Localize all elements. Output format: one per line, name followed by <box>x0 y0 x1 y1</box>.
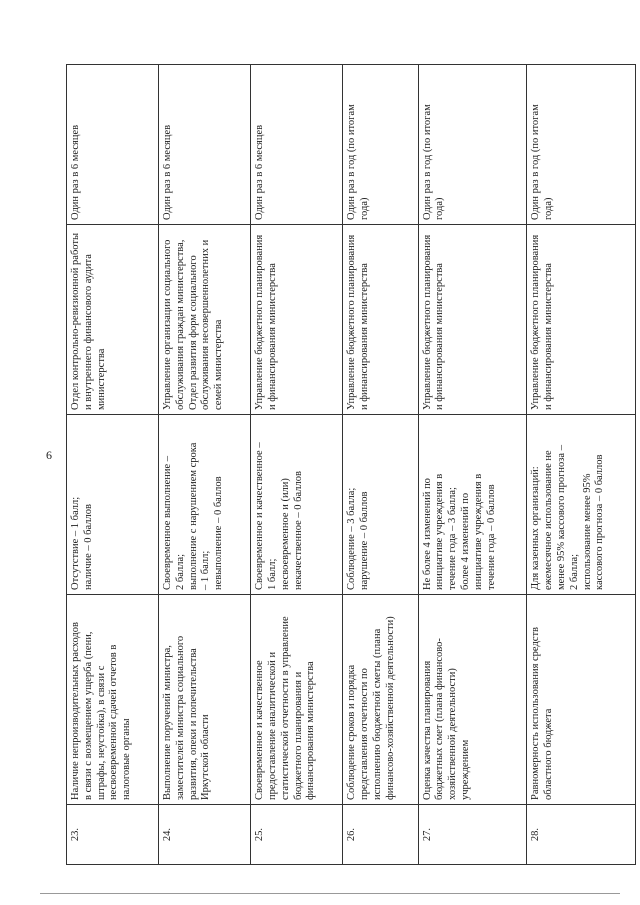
cell-text-line: ежемесячное использование не <box>543 450 555 590</box>
cell-text-line: Управление бюджетного планирования <box>254 234 266 410</box>
table-row <box>527 65 636 865</box>
cell-text-line: областного бюджета <box>543 708 555 800</box>
cell-text-line: Один раз в год (по итогам <box>530 104 542 220</box>
indicator-cell <box>251 595 343 805</box>
cell-text-line: представления отчетности по <box>358 668 370 800</box>
responsible-cell <box>343 225 418 415</box>
cell-text-line: и финансирования министерства <box>434 263 446 410</box>
row-number-cell: 23. <box>67 805 159 865</box>
cell-text-line: Один раз в 6 месяцев <box>70 124 81 220</box>
cell-text-line: министерства <box>95 348 107 410</box>
table-row <box>251 65 343 865</box>
cell-text-line: некачественное – 0 баллов <box>292 471 304 590</box>
cell-text-line: Один раз в 6 месяцев <box>162 124 174 220</box>
responsible-cell <box>67 225 159 415</box>
cell-text-line: – 1 балл; <box>200 550 212 590</box>
cell-text-line: финансирования министерства <box>305 661 317 800</box>
cell-text-line: бюджетных смет (плана финансово- <box>434 638 446 800</box>
cell-text-line: предоставление аналитической и <box>266 651 278 800</box>
cell-text-line: и финансирования министерства <box>358 263 370 410</box>
cell-text-line: Своевременное и качественное <box>254 660 266 800</box>
score-cell <box>251 415 343 595</box>
cell-text-line: Своевременное и качественное – <box>254 442 266 590</box>
score-cell <box>159 415 251 595</box>
table-row <box>418 65 527 865</box>
responsible-cell <box>527 225 636 415</box>
cell-text-line: Один раз в год (по итогам <box>421 104 433 220</box>
cell-text-line: нарушение – 0 баллов <box>358 491 370 590</box>
period-cell <box>67 65 159 225</box>
cell-text-line: статистической отчетности в управление <box>279 616 291 800</box>
cell-text-line: Управление организации социального <box>162 239 174 410</box>
indicator-cell <box>527 595 636 805</box>
period-cell <box>343 65 418 225</box>
cell-text-line: хозяйственной деятельности) <box>447 668 459 800</box>
indicator-cell <box>67 595 159 805</box>
table-row <box>67 65 159 865</box>
cell-text-line: Для казенных организаций: <box>530 466 542 590</box>
table-row <box>159 65 251 865</box>
indicator-cell <box>343 595 418 805</box>
period-cell <box>251 65 343 225</box>
cell-text-line: кассового прогноза – 0 баллов <box>594 454 606 590</box>
period-cell <box>159 65 251 225</box>
cell-text-line: Управление бюджетного планирования <box>346 234 358 410</box>
row-number-cell: 27. <box>418 805 527 865</box>
cell-text-line: Отдел развития форм социального <box>187 255 199 410</box>
cell-text-line: года) <box>543 197 555 220</box>
cell-text-line: менее 95% кассового прогноза – <box>555 445 567 590</box>
row-number-cell: 24. <box>159 805 251 865</box>
cell-text-line: Отсутствие – 1 балл; <box>70 496 81 590</box>
cell-text-line: в связи с возмещением ущерба (пени, <box>82 631 94 800</box>
row-number-cell: 25. <box>251 805 343 865</box>
cell-text-line: Один раз в год (по итогам <box>346 104 358 220</box>
cell-text-line: Не более 4 изменений по <box>421 478 433 590</box>
cell-text-line: Равномерность использования средств <box>530 626 542 800</box>
cell-text-line: Управление бюджетного планирования <box>421 234 433 410</box>
responsible-cell <box>251 225 343 415</box>
responsible-cell <box>159 225 251 415</box>
table-row <box>343 65 418 865</box>
cell-text-line: Выполнение поручений министра, <box>162 645 174 800</box>
cell-text-line: семей министерства <box>213 319 225 410</box>
cell-text-line: инициативе учреждения в <box>434 473 446 590</box>
cell-text-line: Своевременное выполнение – <box>162 455 174 590</box>
cell-text-line: наличие – 0 баллов <box>82 504 94 590</box>
cell-text-line: течение года – 0 баллов <box>485 484 497 590</box>
cell-text-line: года) <box>434 197 446 220</box>
cell-text-line: налоговые органы <box>121 718 133 800</box>
cell-text-line: Оценка качества планирования <box>421 660 433 800</box>
cell-text-line: заместителей министра социального <box>174 635 186 800</box>
period-cell <box>527 65 636 225</box>
cell-text-line: Один раз в 6 месяцев <box>254 124 266 220</box>
cell-text-line: более 4 изменений по <box>460 492 472 590</box>
score-cell <box>343 415 418 595</box>
cell-text-line: выполнение с нарушением срока <box>187 442 199 590</box>
score-cell <box>418 415 527 595</box>
footer-rule <box>40 893 620 894</box>
cell-text-line: обслуживания несовершеннолетних и <box>200 239 212 410</box>
row-number-cell: 26. <box>343 805 418 865</box>
indicator-cell <box>418 595 527 805</box>
cell-text-line: и финансирования министерства <box>266 263 278 410</box>
cell-text-line: Соблюдение сроков и порядка <box>346 664 358 800</box>
cell-text-line: Иркутской области <box>200 714 212 800</box>
cell-text-line: 2 балла; <box>568 553 580 590</box>
cell-text-line: Наличие непроизводительных расходов <box>70 622 81 800</box>
page-number: 6 <box>46 448 52 462</box>
cell-text-line: течение года – 3 балла; <box>447 487 459 590</box>
cell-text-line: несвоевременной сдачей отчетов в <box>108 644 120 800</box>
cell-text-line: Управление бюджетного планирования <box>530 234 542 410</box>
responsible-cell <box>418 225 527 415</box>
table-rotated-container <box>66 65 636 865</box>
cell-text-line: невыполнение – 0 баллов <box>213 476 225 590</box>
cell-text-line: финансово-хозяйственной деятельности) <box>384 616 396 800</box>
cell-text-line: 2 балла; <box>174 553 186 590</box>
cell-text-line: и внутреннего финансового аудита <box>82 254 94 410</box>
criteria-table <box>66 64 636 865</box>
cell-text-line: бюджетного планирования и <box>292 671 304 800</box>
cell-text-line: исполнению бюджетной сметы (плана <box>371 628 383 800</box>
cell-text-line: Соблюдение – 3 балла; <box>346 487 358 590</box>
cell-text-line: несвоевременное и (или) <box>279 478 291 590</box>
cell-text-line: 1 балл; <box>266 558 278 590</box>
row-number-cell: 28. <box>527 805 636 865</box>
cell-text-line: штрафы, неустойка), в связи с <box>95 665 107 800</box>
score-cell <box>67 415 159 595</box>
indicator-cell <box>159 595 251 805</box>
cell-text-line: развития, опеки и попечительства <box>187 648 199 800</box>
cell-text-line: инициативе учреждения в <box>472 473 484 590</box>
cell-text-line: учреждением <box>460 739 472 800</box>
cell-text-line: использование менее 95% <box>581 473 593 590</box>
cell-text-line: Отдел контрольно-ревизионной работы <box>70 232 81 410</box>
cell-text-line: и финансирования министерства <box>543 263 555 410</box>
cell-text-line: года) <box>358 197 370 220</box>
score-cell <box>527 415 636 595</box>
cell-text-line: обслуживания граждан министерства, <box>174 239 186 410</box>
period-cell <box>418 65 527 225</box>
